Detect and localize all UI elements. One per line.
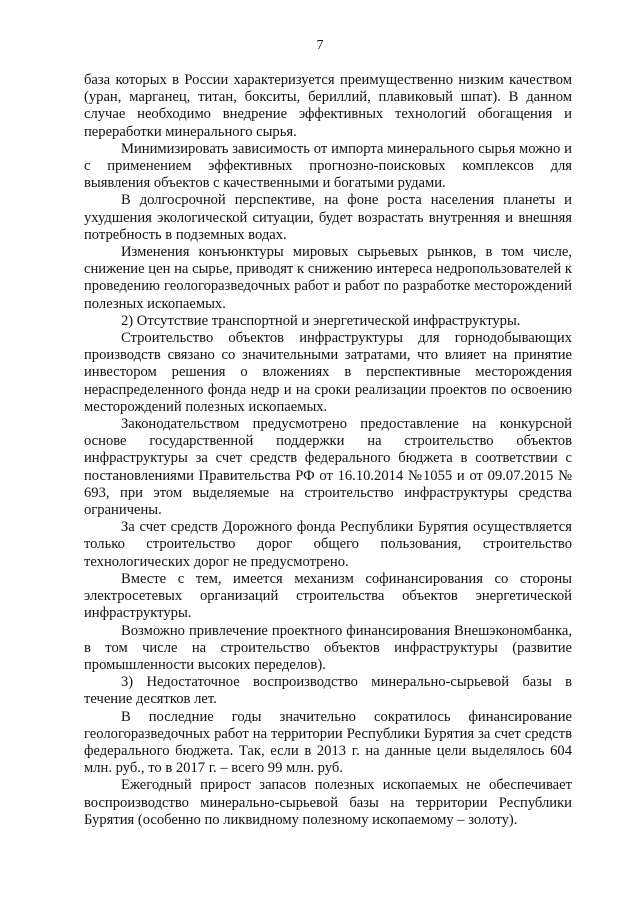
paragraph: В последние годы значительно сократилось финансирование геологоразведочных работ на территории Республики Бурятия за счет средств федерального бюджета. Так, если в 2013 г. на данные цели выделялось 604 млн. руб., то в 2017 г. – всего 99 млн. руб. bbox=[84, 708, 572, 777]
document-body bbox=[84, 72, 572, 829]
paragraph: В долгосрочной перспективе, на фоне роста населения планеты и ухудшения экологической ситуации, будет возрастать внутренняя и внешняя потребность в подземных водах. bbox=[84, 192, 572, 243]
paragraph: Изменения конъюнктуры мировых сырьевых рынков, в том числе, снижение цен на сырье, приводят к снижению интереса недропользователей к проведению геологоразведочных работ и работ по разработке месторождений полезных ископаемых. bbox=[84, 244, 572, 312]
paragraph: За счет средств Дорожного фонда Республики Бурятия осуществляется только строительство дорог общего пользования, строительство технологических дорог не предусмотрено. bbox=[84, 519, 572, 570]
paragraph: Законодательством предусмотрено предоставление на конкурсной основе государственной поддержки на строительство объектов инфраструктуры за счет средств федерального бюджета в соответствии с постановлениями Правительства РФ от 16.10.2014 №1055 и от 09.07.2015 № 693, при этом выделяемые на строительство инфраструктуры средства ограничены. bbox=[84, 416, 572, 519]
paragraph: Минимизировать зависимость от импорта минерального сырья можно и с применением эффективных прогнозно-поисковых комплексов для выявления объектов с качественными и богатыми рудами. bbox=[84, 140, 572, 192]
section-heading: 2) Отсутствие транспортной и энергетической инфраструктуры. bbox=[121, 312, 521, 329]
section-heading: 3) Недостаточное воспроизводство минерально-сырьевой базы в течение десятков лет. bbox=[84, 674, 572, 708]
paragraph: Строительство объектов инфраструктуры для горнодобывающих производств связано со значительными затратами, что влияет на принятие инвестором решения о вложениях в перспективные месторождения нераспределенного фонда недр и на сроки реализации проектов по освоению месторождений полезных ископаемых. bbox=[84, 330, 572, 415]
paragraph: Ежегодный прирост запасов полезных ископаемых не обеспечивает воспроизводство минерально-сырьевой базы на территории Республики Бурятия (особенно по ликвидному полезному ископаемому – золоту). bbox=[84, 777, 572, 828]
paragraph: Возможно привлечение проектного финансирования Внешэкономбанка, в том числе на строительство объектов инфраструктуры (развитие промышленности высоких переделов). bbox=[84, 622, 572, 673]
paragraph: Вместе с тем, имеется механизм софинансирования со стороны электросетевых организаций строительства объектов энергетической инфраструктуры. bbox=[84, 570, 572, 622]
page-number: 7 bbox=[316, 38, 324, 53]
paragraph: база которых в России характеризуется преимущественно низким качеством (уран, марганец, титан, бокситы, бериллий, плавиковый шпат). В данном случае необходимо внедрение эффективных технологий обогащения и переработки минерального сырья. bbox=[84, 72, 572, 140]
